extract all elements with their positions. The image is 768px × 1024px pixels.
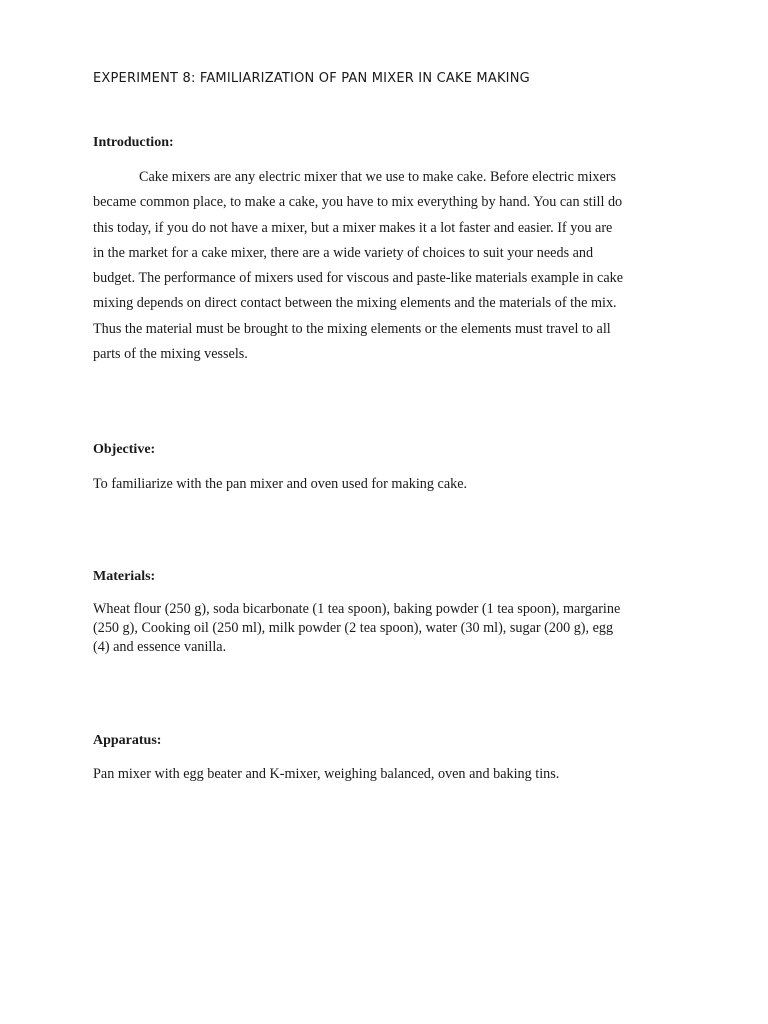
introduction-line: Cake mixers are any electric mixer that we use to make cake. Before electric mixers bbox=[139, 169, 617, 185]
introduction-line: became common place, to make a cake, you have to mix everything by hand. You can still do bbox=[93, 194, 623, 211]
introduction-line: this today, if you do not have a mixer, but a mixer makes it a lot faster and easier. If you are bbox=[93, 219, 613, 236]
materials-heading: Materials: bbox=[93, 569, 156, 584]
materials-line: (250 g), Cooking oil (250 ml), milk powder (2 tea spoon), water (30 ml), sugar (200 g), egg bbox=[93, 620, 614, 636]
introduction-paragraph bbox=[93, 165, 678, 367]
materials-paragraph bbox=[93, 600, 678, 657]
objective-line: To familiarize with the pan mixer and oven used for making cake. bbox=[93, 476, 468, 492]
introduction-line: budget. The performance of mixers used for viscous and paste-like materials example in cake bbox=[93, 270, 624, 287]
apparatus-line: Pan mixer with egg beater and K-mixer, weighing balanced, oven and baking tins. bbox=[93, 766, 560, 782]
materials-line: Wheat flour (250 g), soda bicarbonate (1 tea spoon), baking powder (1 tea spoon), margarine bbox=[93, 601, 621, 617]
objective-heading: Objective: bbox=[93, 442, 156, 457]
apparatus-paragraph bbox=[93, 765, 678, 784]
apparatus-heading: Apparatus: bbox=[93, 733, 162, 748]
introduction-line: parts of the mixing vessels. bbox=[93, 346, 248, 363]
introduction-line: Thus the material must be brought to the mixing elements or the elements must travel to all bbox=[93, 320, 611, 337]
materials-line: (4) and essence vanilla. bbox=[93, 639, 227, 655]
introduction-line: in the market for a cake mixer, there are a wide variety of choices to suit your needs and bbox=[93, 244, 594, 261]
objective-paragraph bbox=[93, 475, 678, 494]
introduction-heading: Introduction: bbox=[93, 135, 174, 150]
introduction-line: mixing depends on direct contact between the mixing elements and the materials of the mix. bbox=[93, 295, 617, 312]
document-title: EXPERIMENT 8: FAMILIARIZATION OF PAN MIXER IN CAKE MAKING bbox=[93, 71, 530, 86]
